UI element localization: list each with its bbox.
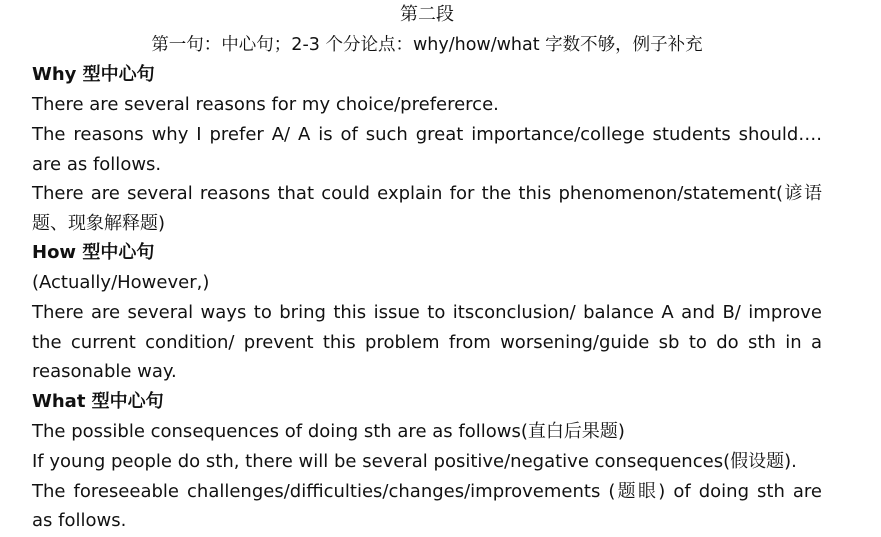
paragraph: The foreseeable challenges/difficulties/changes/improvements (题眼) of doing sth are as follows.: [32, 480, 822, 531]
paragraph: There are several reasons that could explain for the this phenomenon/statement(谚语题、现象解释题): [32, 183, 822, 234]
section-heading-why: Why 型中心句: [32, 64, 155, 85]
section-what: [32, 387, 822, 536]
section-heading-what: What 型中心句: [32, 390, 164, 412]
paragraph: If young people do sth, there will be several positive/negative consequences(假设题).: [32, 450, 797, 472]
document-title: 第二段: [400, 4, 454, 25]
paragraph: There are several reasons for my choice/prefererce.: [32, 94, 499, 115]
document-subtitle: 第一句：中心句；2-3 个分论点：why/how/what 字数不够，例子补充: [151, 35, 703, 55]
paragraph: The possible consequences of doing sth are as follows(直白后果题): [32, 420, 625, 442]
section-why: [32, 60, 822, 238]
document-body: [32, 0, 822, 536]
paragraph: (Actually/However,): [32, 272, 210, 293]
section-heading-how: How 型中心句: [32, 242, 155, 263]
section-how: [32, 238, 822, 387]
paragraph: The reasons why I prefer A/ A is of such great importance/college students should…. are as follows.: [32, 124, 822, 175]
paragraph: There are several ways to bring this issue to itsconclusion/ balance A and B/ improve the current condition/ prevent this problem from worsening/guide sb to do sth in a reasonable way.: [32, 302, 822, 382]
